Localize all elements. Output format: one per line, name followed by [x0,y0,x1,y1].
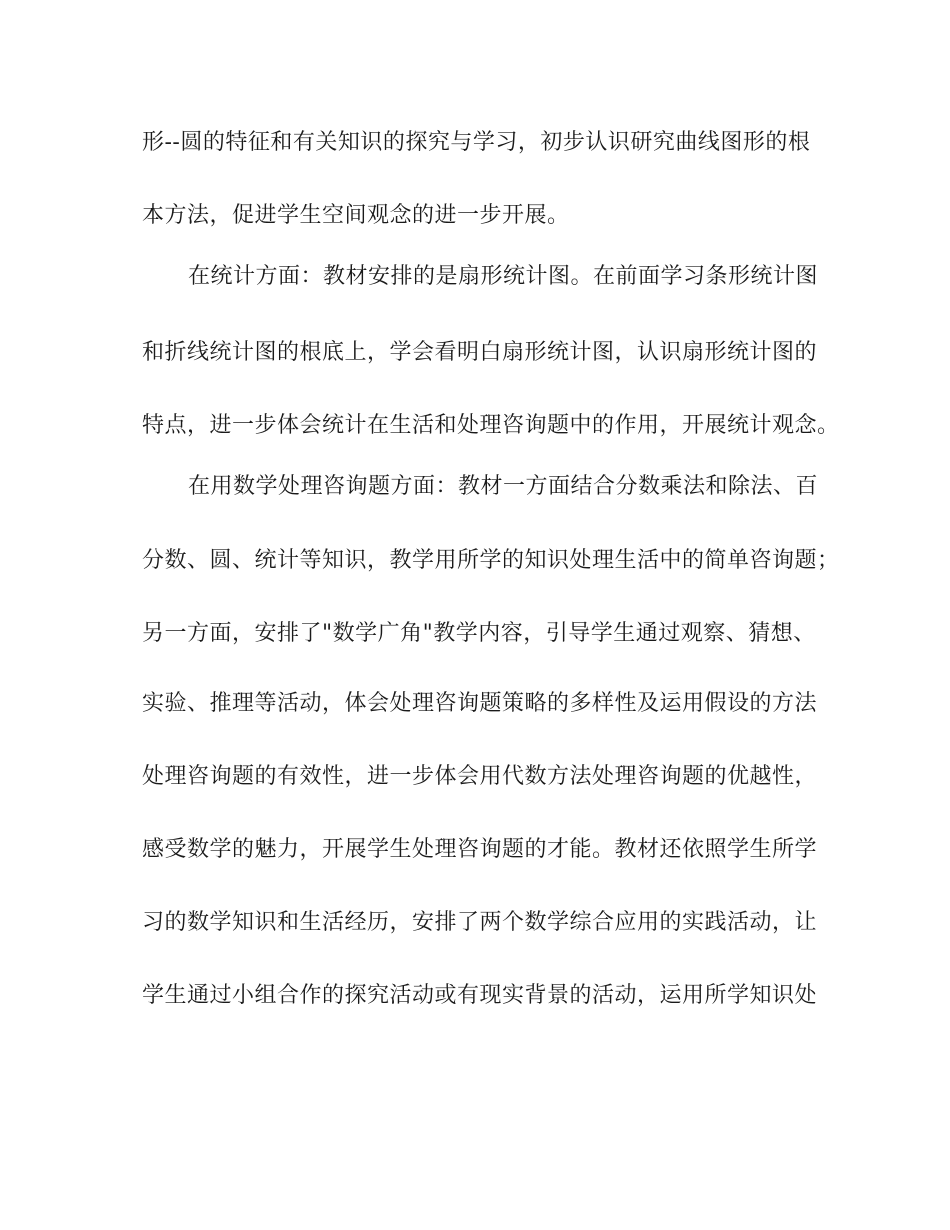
text-line: 和折线统计图的根底上，学会看明白扇形统计图，认识扇形统计图的 [142,340,818,365]
text-line: 实验、推理等活动，体会处理咨询题策略的多样性及运用假设的方法 [142,691,818,716]
text-line: 感受数学的魅力，开展学生处理咨询题的才能。教材还依照学生所学 [142,837,818,862]
paragraph-start-line: 在统计方面：教材安排的是扇形统计图。在前面学习条形统计图 [188,264,819,289]
text-line: 处理咨询题的有效性，进一步体会用代数方法处理咨询题的优越性， [142,764,818,789]
text-line: 分数、圆、统计等知识，教学用所学的知识处理生活中的简单咨询题； [142,548,840,573]
text-line: 特点，进一步体会统计在生活和处理咨询题中的作用，开展统计观念。 [142,413,840,438]
text-line: 另一方面，安排了"数学广角"教学内容，引导学生通过观察、猜想、 [142,621,816,646]
text-line: 学生通过小组合作的探究活动或有现实背景的活动，运用所学知识处 [142,983,818,1008]
text-line: 本方法，促进学生空间观念的进一步开展。 [142,203,570,228]
paragraph-start-line: 在用数学处理咨询题方面：教材一方面结合分数乘法和除法、百 [188,474,819,499]
text-line: 习的数学知识和生活经历，安排了两个数学综合应用的实践活动，让 [142,910,818,935]
text-line: 形--圆的特征和有关知识的探究与学习，初步认识研究曲线图形的根 [142,130,811,155]
